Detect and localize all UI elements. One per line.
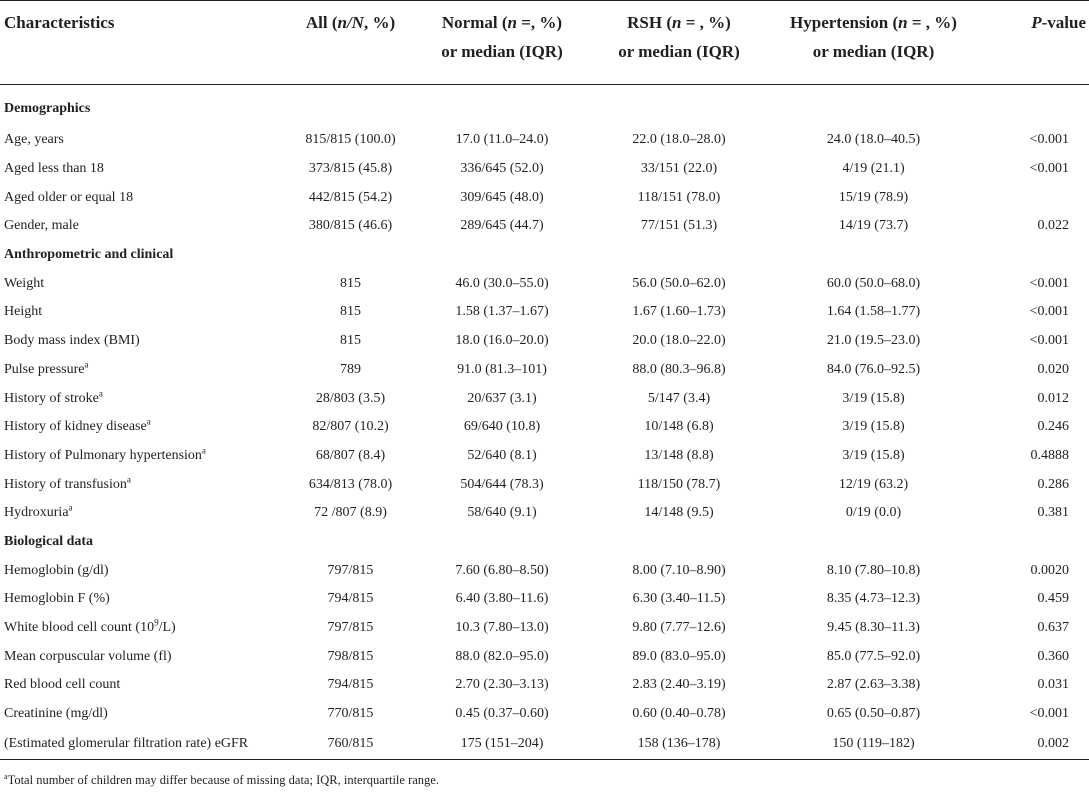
cell-p-value: 0.022 (1037, 218, 1069, 234)
table-row (0, 356, 1089, 385)
cell-normal: 289/645 (44.7) (460, 218, 544, 234)
section-row (0, 85, 1089, 127)
characteristic-label: History of Pulmonary hypertension (4, 447, 202, 463)
cell-p-value: 0.286 (1037, 476, 1069, 492)
header-row (0, 1, 1089, 85)
cell-rsh: 77/151 (51.3) (640, 218, 718, 234)
cell-all: 797/815 (327, 562, 374, 578)
cell-rsh: 6.30 (3.40–11.5) (632, 591, 726, 607)
cell-hypertension: 15/19 (78.9) (838, 189, 909, 205)
cell-normal: 309/645 (48.0) (460, 189, 544, 205)
cell-all: 815/815 (100.0) (305, 132, 396, 148)
cell-rsh: 5/147 (3.4) (647, 390, 711, 406)
cell-normal: 52/640 (8.1) (467, 447, 537, 463)
table-header (0, 1, 1089, 85)
cell-hypertension: 8.35 (4.73–12.3) (826, 591, 921, 607)
section-title: Biological data (4, 533, 94, 549)
table-row (0, 585, 1089, 614)
cell-all: 68/807 (8.4) (315, 447, 386, 463)
cell-rsh: 20.0 (18.0–22.0) (632, 333, 726, 349)
cell-rsh: 22.0 (18.0–28.0) (632, 132, 726, 148)
cell-all: 797/815 (327, 620, 374, 636)
characteristic-label: Creatinine (mg/dl) (4, 706, 108, 722)
cell-normal: 0.45 (0.37–0.60) (455, 706, 549, 722)
cell-p-value: 0.637 (1037, 620, 1069, 636)
cell-hypertension: 4/19 (21.1) (842, 161, 905, 177)
cell-rsh: 9.80 (7.77–12.6) (632, 620, 726, 636)
footnote-text: Total number of children may differ because of missing data; IQR, interquartile range. (7, 773, 439, 787)
cell-characteristic (0, 155, 287, 184)
cell-all: 815 (340, 304, 361, 320)
characteristic-label: History of stroke (4, 390, 99, 406)
table-row (0, 155, 1089, 184)
characteristic-label: (Estimated glomerular filtration rate) eGFR (4, 735, 249, 751)
cell-all: 794/815 (327, 591, 374, 607)
cell-hypertension: 0.65 (0.50–0.87) (826, 706, 921, 722)
characteristic-label: Hydroxuria (4, 505, 69, 521)
characteristic-label: History of transfusion (4, 476, 127, 492)
cell-p-value: 0.020 (1037, 361, 1069, 377)
characteristic-label: Gender, male (4, 218, 79, 234)
cell-hypertension: 3/19 (15.8) (842, 447, 905, 463)
cell-rsh: 0.60 (0.40–0.78) (632, 706, 726, 722)
cell-all: 798/815 (327, 648, 374, 664)
cell-p-value: <0.001 (1029, 333, 1069, 349)
table-row (0, 728, 1089, 760)
cell-normal: 17.0 (11.0–24.0) (455, 132, 549, 148)
table-row (0, 126, 1089, 155)
cell-all: 794/815 (327, 677, 374, 693)
cell-characteristic (0, 671, 287, 700)
cell-normal: 504/644 (78.3) (460, 476, 544, 492)
characteristic-label: Height (4, 304, 43, 320)
table-row (0, 499, 1089, 528)
cell-characteristic (0, 327, 287, 356)
table-row (0, 327, 1089, 356)
cell-p-value: 0.002 (979, 728, 1089, 760)
cell-hypertension: 0/19 (0.0) (845, 505, 902, 521)
table-row (0, 642, 1089, 671)
cell-hypertension: 1.64 (1.58–1.77) (826, 304, 921, 320)
header-all: All (n/N, %) (287, 1, 414, 85)
footnote-marker: a (126, 473, 131, 484)
cell-all: 82/807 (10.2) (312, 419, 389, 435)
cell-rsh: 14/148 (9.5) (644, 505, 714, 521)
cell-hypertension: 8.10 (7.80–10.8) (826, 562, 921, 578)
cell-rsh: 33/151 (22.0) (640, 161, 718, 177)
cell-all: 28/803 (3.5) (315, 390, 386, 406)
cell-rsh: 118/150 (78.7) (637, 476, 721, 492)
cell-normal: 336/645 (52.0) (460, 161, 544, 177)
cell-p-value: <0.001 (1029, 275, 1069, 291)
cell-characteristic (0, 728, 287, 760)
cell-all: 815 (340, 275, 361, 291)
cell-p-value: 0.246 (1037, 419, 1069, 435)
cell-characteristic (0, 499, 287, 528)
cell-characteristic (0, 470, 287, 499)
table-row (0, 470, 1089, 499)
characteristic-label: Pulse pressure (4, 361, 85, 377)
cell-p-value: 0.360 (1037, 648, 1069, 664)
table-row (0, 556, 1089, 585)
table-row (0, 671, 1089, 700)
cell-normal: 6.40 (3.80–11.6) (455, 591, 549, 607)
cell-normal: 91.0 (81.3–101) (457, 361, 547, 377)
cell-p-value: <0.001 (1029, 161, 1069, 177)
cell-characteristic (0, 212, 287, 241)
characteristic-label: White blood cell count (10 (4, 620, 155, 636)
header-p-value: P-value (979, 1, 1089, 85)
footnote-marker: 9 (154, 617, 159, 628)
cell-characteristic (0, 356, 287, 385)
cell-all: 442/815 (54.2) (308, 189, 393, 205)
footnote-marker: a (4, 771, 8, 781)
characteristic-label: Age, years (4, 132, 64, 148)
characteristic-label: Aged less than 18 (4, 161, 104, 177)
footnote-marker: a (68, 502, 73, 513)
characteristic-label-suffix: /L) (158, 620, 176, 636)
cell-p-value: <0.001 (1029, 132, 1069, 148)
cell-hypertension: 24.0 (18.0–40.5) (826, 132, 921, 148)
cell-characteristic (0, 700, 287, 729)
cell-normal: 20/637 (3.1) (467, 390, 537, 406)
cell-hypertension: 60.0 (50.0–68.0) (826, 275, 921, 291)
section-title: Demographics (4, 100, 91, 116)
cell-characteristic (0, 269, 287, 298)
cell-characteristic (0, 298, 287, 327)
cell-p-value: 0.0020 (1030, 562, 1069, 578)
characteristic-label: Hemoglobin F (%) (4, 591, 110, 607)
table-row (0, 442, 1089, 471)
cell-hypertension: 3/19 (15.8) (842, 390, 905, 406)
cell-all: 760/815 (287, 728, 414, 760)
cell-p-value (979, 183, 1089, 212)
cell-rsh: 56.0 (50.0–62.0) (632, 275, 726, 291)
section-row (0, 241, 1089, 270)
cell-hypertension: 3/19 (15.8) (842, 419, 905, 435)
cell-characteristic (0, 642, 287, 671)
cell-hypertension: 21.0 (19.5–23.0) (826, 333, 921, 349)
cell-hypertension: 2.87 (2.63–3.38) (826, 677, 921, 693)
header-characteristics: Characteristics (0, 1, 287, 85)
cell-p-value: 0.4888 (1030, 447, 1069, 463)
cell-normal: 10.3 (7.80–13.0) (455, 620, 549, 636)
cell-rsh: 8.00 (7.10–8.90) (632, 562, 726, 578)
cell-normal: 7.60 (6.80–8.50) (455, 562, 549, 578)
cell-p-value: <0.001 (1029, 304, 1069, 320)
cell-normal: 2.70 (2.30–3.13) (455, 677, 549, 693)
table-footnote (4, 772, 439, 788)
cell-normal: 58/640 (9.1) (467, 505, 537, 521)
cell-normal: 69/640 (10.8) (463, 419, 541, 435)
cell-rsh: 10/148 (6.8) (644, 419, 714, 435)
cell-characteristic (0, 442, 287, 471)
table-row (0, 384, 1089, 413)
cell-rsh: 89.0 (83.0–95.0) (632, 648, 726, 664)
cell-rsh: 88.0 (80.3–96.8) (632, 361, 726, 377)
cell-characteristic (0, 585, 287, 614)
section-title: Anthropometric and clinical (4, 247, 174, 263)
table-body (0, 85, 1089, 760)
cell-all: 789 (340, 361, 361, 377)
cell-hypertension: 9.45 (8.30–11.3) (827, 620, 920, 636)
cell-all: 373/815 (45.8) (308, 161, 393, 177)
cell-normal: 1.58 (1.37–1.67) (455, 304, 549, 320)
cell-all: 634/813 (78.0) (308, 476, 393, 492)
cell-p-value: 0.031 (1037, 677, 1069, 693)
cell-all: 815 (340, 333, 361, 349)
footnote-marker: a (98, 387, 103, 398)
cell-p-value: <0.001 (1029, 706, 1069, 722)
cell-normal: 46.0 (30.0–55.0) (455, 275, 549, 291)
cell-normal: 175 (151–204) (414, 728, 590, 760)
table-row (0, 183, 1089, 212)
cell-p-value: 0.012 (1037, 390, 1069, 406)
cell-characteristic (0, 384, 287, 413)
header-hypertension: Hypertension (n = , %) or median (IQR) (768, 1, 979, 85)
header-rsh: RSH (n = , %) or median (IQR) (590, 1, 768, 85)
cell-all: 380/815 (46.6) (308, 218, 393, 234)
cell-characteristic (0, 556, 287, 585)
cell-hypertension: 14/19 (73.7) (838, 218, 909, 234)
cell-normal: 18.0 (16.0–20.0) (455, 333, 549, 349)
characteristic-label: Aged older or equal 18 (4, 189, 134, 205)
header-normal: Normal (n =, %) or median (IQR) (414, 1, 590, 85)
table-row (0, 413, 1089, 442)
table-row (0, 700, 1089, 729)
footnote-marker: a (84, 359, 89, 370)
table-row (0, 212, 1089, 241)
cell-all: 770/815 (327, 706, 374, 722)
characteristic-label: Red blood cell count (4, 677, 121, 693)
section-row (0, 528, 1089, 557)
cell-rsh: 1.67 (1.60–1.73) (632, 304, 726, 320)
cell-rsh: 2.83 (2.40–3.19) (632, 677, 726, 693)
cell-characteristic (0, 183, 287, 212)
characteristic-label: Hemoglobin (g/dl) (4, 562, 109, 578)
cell-hypertension: 150 (119–182) (768, 728, 979, 760)
cell-characteristic (0, 413, 287, 442)
cell-characteristic (0, 614, 287, 643)
cell-rsh: 13/148 (8.8) (644, 447, 714, 463)
footnote-marker: a (201, 445, 206, 456)
table-row (0, 298, 1089, 327)
cell-hypertension: 84.0 (76.0–92.5) (826, 361, 921, 377)
cell-characteristic (0, 126, 287, 155)
cell-p-value: 0.381 (1037, 505, 1069, 521)
table-row (0, 614, 1089, 643)
cell-normal: 88.0 (82.0–95.0) (455, 648, 549, 664)
cell-hypertension: 85.0 (77.5–92.0) (826, 648, 921, 664)
characteristic-label: Mean corpuscular volume (fl) (4, 648, 172, 664)
characteristic-label: Weight (4, 275, 45, 291)
cell-all: 72 /807 (8.9) (314, 505, 387, 521)
characteristic-label: History of kidney disease (4, 419, 147, 435)
characteristic-label: Body mass index (BMI) (4, 333, 140, 349)
footnote-marker: a (146, 416, 151, 427)
cell-rsh: 158 (136–178) (590, 728, 768, 760)
cell-p-value: 0.459 (1037, 591, 1069, 607)
table-row (0, 269, 1089, 298)
cell-hypertension: 12/19 (63.2) (838, 476, 909, 492)
cell-rsh: 118/151 (78.0) (637, 189, 721, 205)
